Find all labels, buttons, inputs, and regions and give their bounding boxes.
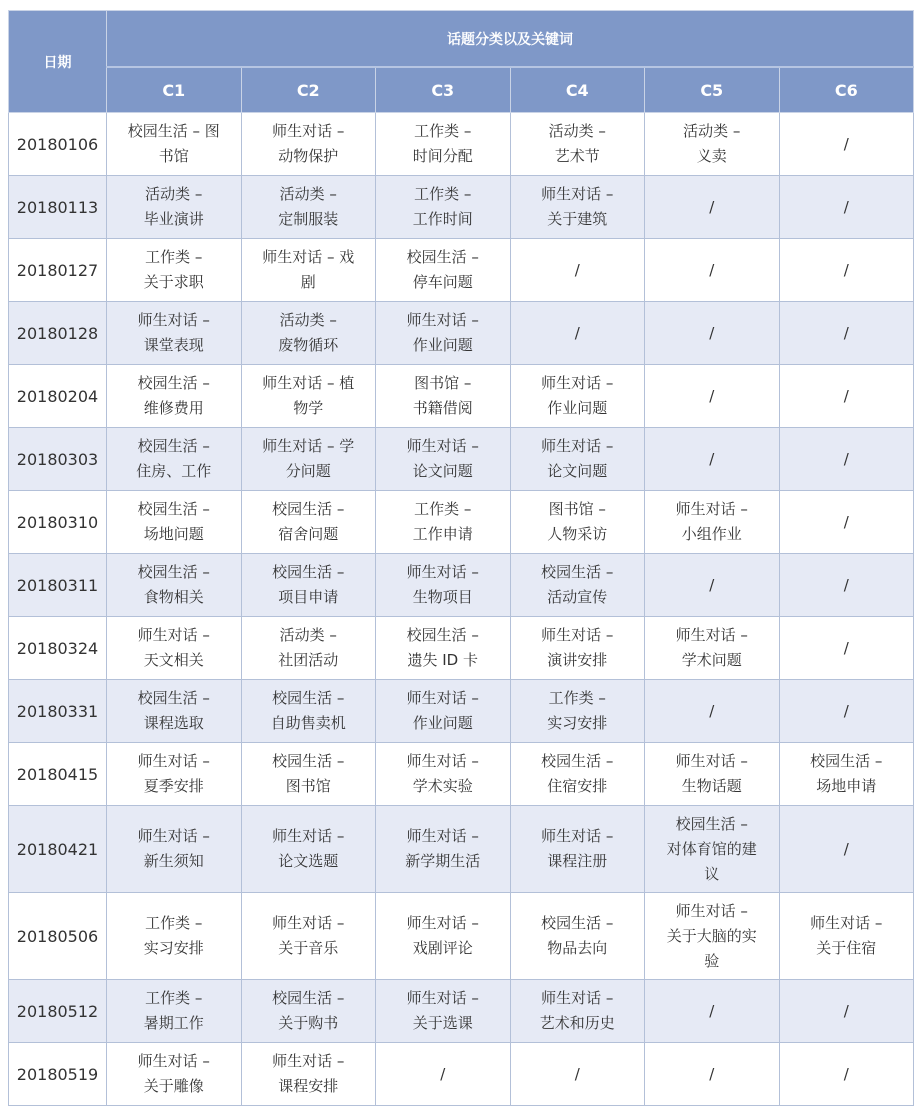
date-cell: 20180331 — [9, 680, 107, 743]
topic-cell-c2: 校园生活 – 自助售卖机 — [241, 680, 376, 743]
topic-cell-c2: 校园生活 – 宿舍问题 — [241, 491, 376, 554]
table-row — [9, 1043, 914, 1106]
topic-cell-c1: 校园生活 – 场地问题 — [107, 491, 242, 554]
table-row — [9, 980, 914, 1043]
topic-cell-c1: 校园生活 – 课程选取 — [107, 680, 242, 743]
topic-cell-c2: 师生对话 – 植 物学 — [241, 365, 376, 428]
table-row — [9, 617, 914, 680]
date-cell: 20180519 — [9, 1043, 107, 1106]
topic-cell-c4: 校园生活 – 活动宣传 — [510, 554, 645, 617]
topic-cell-c2: 校园生活 – 关于购书 — [241, 980, 376, 1043]
table-row — [9, 554, 914, 617]
topic-cell-c3: 师生对话 – 论文问题 — [376, 428, 511, 491]
topic-cell-c6: / — [779, 428, 914, 491]
table-row — [9, 743, 914, 806]
date-cell: 20180113 — [9, 176, 107, 239]
topic-cell-c1: 师生对话 – 夏季安排 — [107, 743, 242, 806]
topic-cell-c3: 师生对话 – 戏剧评论 — [376, 893, 511, 980]
table-row — [9, 302, 914, 365]
topic-cell-c3: 师生对话 – 关于选课 — [376, 980, 511, 1043]
date-column-header: 日期 — [9, 11, 107, 113]
column-header-c2: C2 — [241, 67, 376, 113]
table-row — [9, 893, 914, 980]
topic-cell-c3: 校园生活 – 遗失 ID 卡 — [376, 617, 511, 680]
topic-cell-c4: 师生对话 – 论文问题 — [510, 428, 645, 491]
topic-cell-c4: 校园生活 – 住宿安排 — [510, 743, 645, 806]
topic-cell-c5: 师生对话 – 关于大脑的实 验 — [645, 893, 780, 980]
topic-cell-c2: 活动类 – 社团活动 — [241, 617, 376, 680]
table-row — [9, 680, 914, 743]
topic-cell-c6: / — [779, 239, 914, 302]
topic-cell-c2: 师生对话 – 学 分问题 — [241, 428, 376, 491]
topic-cell-c3: 师生对话 – 学术实验 — [376, 743, 511, 806]
topic-cell-c2: 校园生活 – 项目申请 — [241, 554, 376, 617]
date-cell: 20180127 — [9, 239, 107, 302]
topic-cell-c3: 师生对话 – 作业问题 — [376, 302, 511, 365]
table-body — [9, 113, 914, 1106]
topic-cell-c5: / — [645, 239, 780, 302]
topic-cell-c3: 工作类 – 工作时间 — [376, 176, 511, 239]
topic-cell-c2: 师生对话 – 动物保护 — [241, 113, 376, 176]
topic-cell-c6: / — [779, 365, 914, 428]
topic-cell-c5: / — [645, 554, 780, 617]
topic-cell-c6: / — [779, 176, 914, 239]
topic-cell-c3: 工作类 – 工作申请 — [376, 491, 511, 554]
topic-group-header: 话题分类以及关键词 — [107, 11, 914, 68]
topic-cell-c4: 师生对话 – 演讲安排 — [510, 617, 645, 680]
column-header-c6: C6 — [779, 67, 914, 113]
topic-cell-c4: 图书馆 – 人物采访 — [510, 491, 645, 554]
topic-cell-c6: / — [779, 302, 914, 365]
topic-cell-c3: 师生对话 – 新学期生活 — [376, 806, 511, 893]
topic-cell-c1: 校园生活 – 维修费用 — [107, 365, 242, 428]
topic-cell-c2: 师生对话 – 论文选题 — [241, 806, 376, 893]
table-row — [9, 491, 914, 554]
table-row — [9, 365, 914, 428]
topic-cell-c6: / — [779, 491, 914, 554]
topic-cell-c1: 校园生活 – 图 书馆 — [107, 113, 242, 176]
topic-cell-c1: 工作类 – 实习安排 — [107, 893, 242, 980]
topic-cell-c1: 活动类 – 毕业演讲 — [107, 176, 242, 239]
topic-cell-c1: 工作类 – 暑期工作 — [107, 980, 242, 1043]
topic-cell-c2: 活动类 – 废物循环 — [241, 302, 376, 365]
topic-schedule-table — [8, 10, 914, 1106]
topic-cell-c1: 校园生活 – 住房、工作 — [107, 428, 242, 491]
topic-cell-c5: / — [645, 302, 780, 365]
topic-cell-c5: / — [645, 176, 780, 239]
table-header — [9, 11, 914, 113]
topic-cell-c4: 活动类 – 艺术节 — [510, 113, 645, 176]
topic-cell-c5: / — [645, 680, 780, 743]
topic-cell-c6: / — [779, 1043, 914, 1106]
date-cell: 20180421 — [9, 806, 107, 893]
topic-cell-c6: / — [779, 680, 914, 743]
topic-cell-c4: 师生对话 – 课程注册 — [510, 806, 645, 893]
topic-cell-c5: 校园生活 – 对体育馆的建 议 — [645, 806, 780, 893]
topic-cell-c4: 师生对话 – 作业问题 — [510, 365, 645, 428]
date-cell: 20180506 — [9, 893, 107, 980]
topic-cell-c4: / — [510, 239, 645, 302]
topic-cell-c2: 活动类 – 定制服装 — [241, 176, 376, 239]
topic-cell-c5: 师生对话 – 小组作业 — [645, 491, 780, 554]
topic-cell-c3: 图书馆 – 书籍借阅 — [376, 365, 511, 428]
topic-cell-c1: 校园生活 – 食物相关 — [107, 554, 242, 617]
topic-cell-c4: / — [510, 1043, 645, 1106]
topic-cell-c5: 活动类 – 义卖 — [645, 113, 780, 176]
topic-cell-c2: 师生对话 – 课程安排 — [241, 1043, 376, 1106]
topic-cell-c5: 师生对话 – 学术问题 — [645, 617, 780, 680]
topic-cell-c2: 师生对话 – 关于音乐 — [241, 893, 376, 980]
topic-cell-c6: / — [779, 617, 914, 680]
topic-cell-c5: / — [645, 428, 780, 491]
table-row — [9, 239, 914, 302]
date-cell: 20180415 — [9, 743, 107, 806]
date-cell: 20180324 — [9, 617, 107, 680]
topic-cell-c1: 师生对话 – 课堂表现 — [107, 302, 242, 365]
table-row — [9, 113, 914, 176]
topic-cell-c4: / — [510, 302, 645, 365]
topic-cell-c1: 师生对话 – 关于雕像 — [107, 1043, 242, 1106]
date-cell: 20180128 — [9, 302, 107, 365]
topic-cell-c2: 校园生活 – 图书馆 — [241, 743, 376, 806]
topic-cell-c6: / — [779, 554, 914, 617]
column-header-c1: C1 — [107, 67, 242, 113]
topic-cell-c5: / — [645, 980, 780, 1043]
date-cell: 20180303 — [9, 428, 107, 491]
topic-cell-c4: 校园生活 – 物品去向 — [510, 893, 645, 980]
date-cell: 20180204 — [9, 365, 107, 428]
topic-cell-c3: / — [376, 1043, 511, 1106]
column-header-c4: C4 — [510, 67, 645, 113]
topic-cell-c6: 校园生活 – 场地申请 — [779, 743, 914, 806]
topic-cell-c5: / — [645, 365, 780, 428]
column-header-c5: C5 — [645, 67, 780, 113]
topic-cell-c1: 师生对话 – 新生须知 — [107, 806, 242, 893]
topic-cell-c2: 师生对话 – 戏 剧 — [241, 239, 376, 302]
date-cell: 20180106 — [9, 113, 107, 176]
topic-cell-c1: 工作类 – 关于求职 — [107, 239, 242, 302]
topic-cell-c4: 师生对话 – 艺术和历史 — [510, 980, 645, 1043]
topic-cell-c6: / — [779, 980, 914, 1043]
topic-cell-c3: 校园生活 – 停车问题 — [376, 239, 511, 302]
topic-cell-c5: / — [645, 1043, 780, 1106]
date-cell: 20180512 — [9, 980, 107, 1043]
topic-cell-c4: 师生对话 – 关于建筑 — [510, 176, 645, 239]
date-cell: 20180311 — [9, 554, 107, 617]
date-cell: 20180310 — [9, 491, 107, 554]
table-row — [9, 806, 914, 893]
topic-cell-c6: / — [779, 806, 914, 893]
topic-cell-c3: 师生对话 – 作业问题 — [376, 680, 511, 743]
topic-cell-c1: 师生对话 – 天文相关 — [107, 617, 242, 680]
table-row — [9, 176, 914, 239]
topic-cell-c4: 工作类 – 实习安排 — [510, 680, 645, 743]
topic-cell-c3: 工作类 – 时间分配 — [376, 113, 511, 176]
topic-cell-c5: 师生对话 – 生物话题 — [645, 743, 780, 806]
table-row — [9, 428, 914, 491]
topic-cell-c6: 师生对话 – 关于住宿 — [779, 893, 914, 980]
topic-cell-c6: / — [779, 113, 914, 176]
column-header-c3: C3 — [376, 67, 511, 113]
topic-cell-c3: 师生对话 – 生物项目 — [376, 554, 511, 617]
